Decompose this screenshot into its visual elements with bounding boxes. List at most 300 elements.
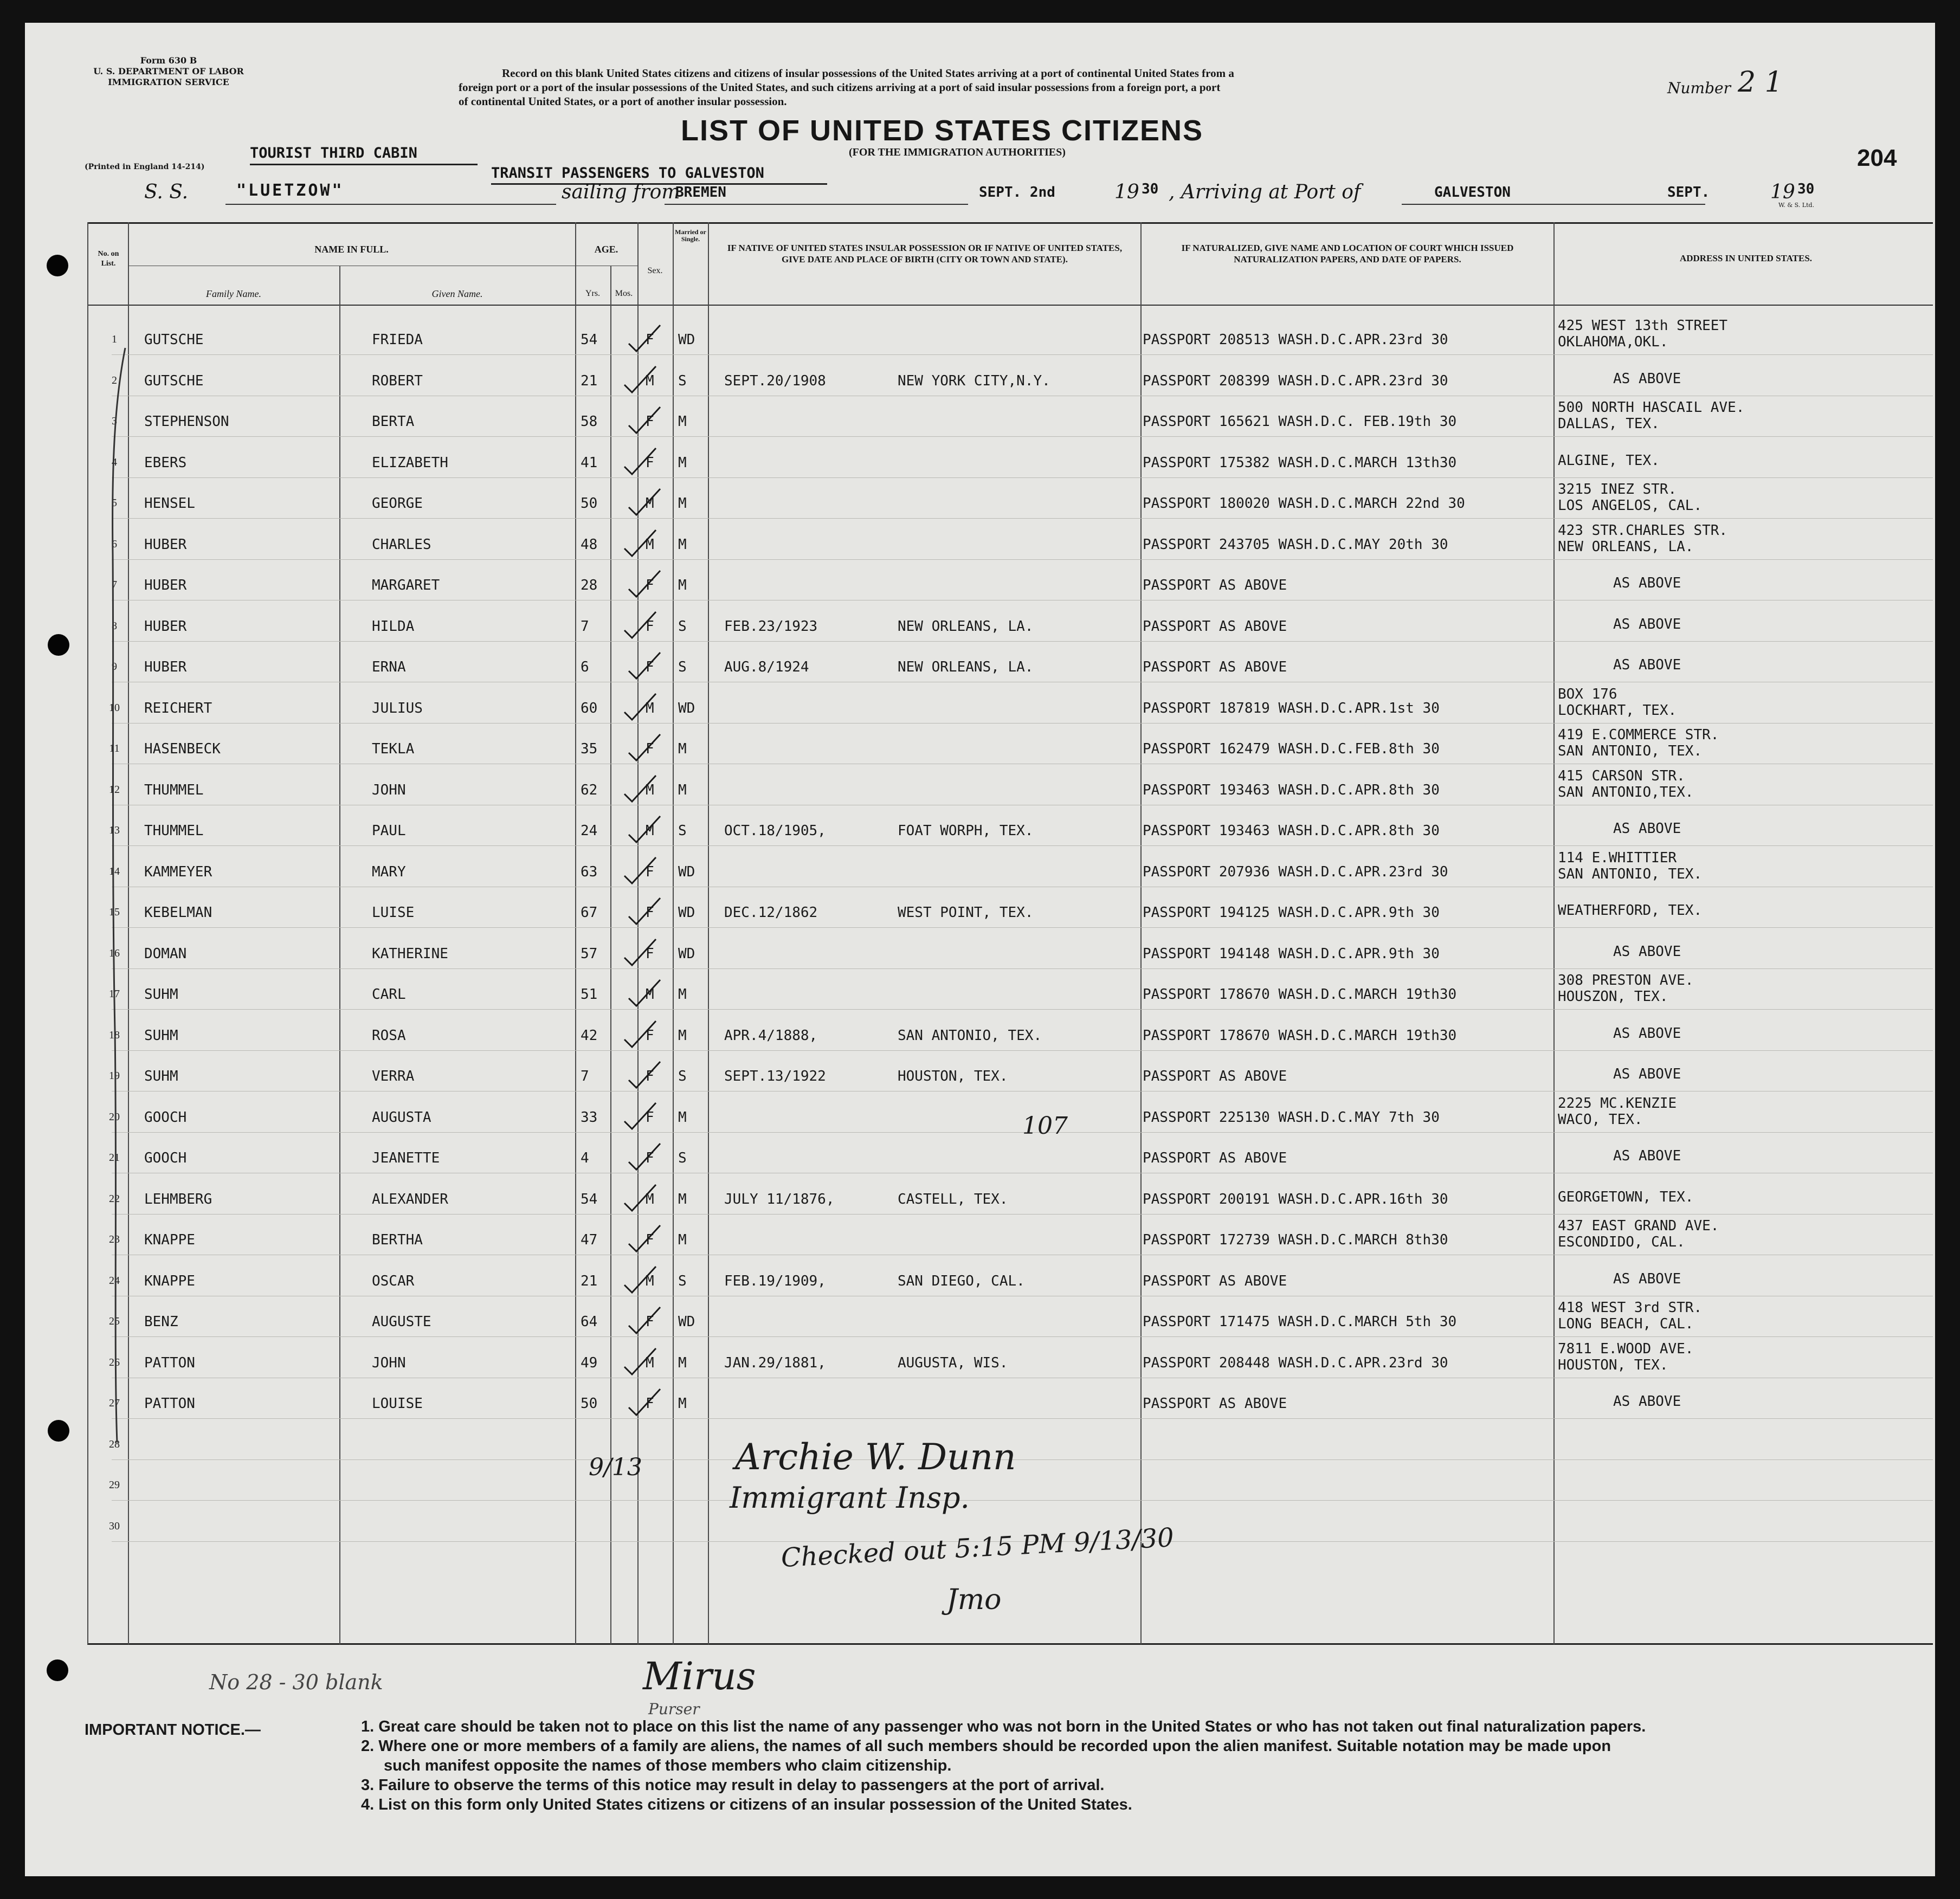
ship-name: "LUETZOW": [236, 181, 344, 200]
row-number: 29: [109, 1479, 120, 1491]
sailing-underline: [665, 204, 968, 205]
given-name: BERTA: [372, 414, 415, 430]
family-name: THUMMEL: [144, 823, 204, 839]
row-rule: [112, 845, 1933, 846]
col-line-8: [1140, 222, 1142, 1644]
address-line-2: HOUSTON, TEX.: [1558, 1357, 1668, 1373]
purser-signature: Mirus: [643, 1654, 756, 1698]
row-rule: [112, 518, 1933, 519]
check-mark-icon: [626, 569, 663, 601]
given-name: AUGUSTA: [372, 1109, 431, 1126]
col-header-given: Given Name.: [431, 288, 483, 299]
sex: M: [646, 495, 654, 512]
row-rule: [112, 436, 1933, 437]
address-line-1: 7811 E.WOOD AVE.: [1558, 1340, 1694, 1357]
age-years: 60: [581, 700, 598, 716]
naturalization-papers: PASSPORT AS ABOVE: [1143, 1150, 1287, 1166]
marital-status: M: [678, 536, 687, 553]
marital-status: S: [678, 618, 687, 635]
address-line-2: LOCKHART, TEX.: [1558, 702, 1677, 719]
col-header-mos: Mos.: [615, 289, 633, 298]
address-line-2: SAN ANTONIO, TEX.: [1558, 743, 1703, 759]
age-years: 63: [581, 863, 598, 880]
arrival-port: GALVESTON: [1434, 184, 1511, 201]
marital-status: M: [678, 1396, 687, 1412]
age-years: 54: [581, 332, 598, 348]
department-name: U. S. DEPARTMENT OF LABOR: [93, 66, 244, 76]
notice-heading: IMPORTANT NOTICE.—: [85, 1721, 261, 1739]
address-line-1: WEATHERFORD, TEX.: [1558, 902, 1703, 919]
address-line-1: AS ABOVE: [1613, 1025, 1681, 1042]
col-line-0: [87, 222, 88, 1644]
row-number: 26: [109, 1356, 120, 1368]
blank-rows-note: No 28 - 30 blank: [209, 1670, 383, 1694]
naturalization-papers: PASSPORT AS ABOVE: [1143, 577, 1287, 593]
col-header-sex: Sex.: [647, 266, 663, 275]
given-name: HILDA: [372, 618, 415, 635]
binder-hole: [48, 634, 69, 656]
table-top-border: [87, 222, 1933, 224]
sex: F: [646, 659, 654, 675]
age-years: 57: [581, 945, 598, 962]
count-mark: 107: [1022, 1112, 1068, 1140]
row-number: 20: [109, 1110, 120, 1123]
check-mark-icon: [626, 323, 663, 356]
given-name: LOUISE: [372, 1396, 423, 1412]
age-years: 50: [581, 495, 598, 512]
given-name: MARGARET: [372, 577, 440, 593]
row-number: 15: [109, 906, 120, 918]
sailing-date: SEPT. 2nd: [979, 184, 1055, 201]
row-number: 18: [109, 1029, 120, 1041]
family-name: THUMMEL: [144, 781, 204, 798]
naturalization-papers: PASSPORT AS ABOVE: [1143, 1396, 1287, 1412]
row-number: 2: [112, 374, 117, 386]
marital-status: M: [678, 414, 687, 430]
row-number: 4: [112, 456, 117, 468]
row-number: 19: [109, 1070, 120, 1082]
notice-item-4: 4. List on this form only United States citizens or citizens of an insular possession of the United States.: [361, 1796, 1132, 1813]
notice-item-2b: such manifest opposite the names of those members who claim citizenship.: [384, 1757, 952, 1774]
address-line-2: LONG BEACH, CAL.: [1558, 1316, 1694, 1332]
marital-status: WD: [678, 700, 695, 716]
sex: M: [646, 1273, 654, 1289]
age-years: 28: [581, 577, 598, 593]
row-number: 27: [109, 1397, 120, 1409]
check-mark-icon: [626, 1141, 663, 1174]
printed-note: (Printed in England 14-214): [85, 163, 205, 171]
naturalization-papers: PASSPORT 187819 WASH.D.C.APR.1st 30: [1143, 700, 1440, 716]
family-name: KNAPPE: [144, 1232, 195, 1248]
age-years: 54: [581, 1191, 598, 1207]
naturalization-papers: PASSPORT 171475 WASH.D.C.MARCH 5th 30: [1143, 1314, 1457, 1330]
address-line-1: BOX 176: [1558, 686, 1617, 702]
check-mark-icon: [621, 692, 659, 724]
sex: F: [646, 1068, 654, 1084]
given-name: TEKLA: [372, 741, 415, 757]
birth-date: FEB.23/1923: [724, 618, 818, 635]
sex: M: [646, 986, 654, 1003]
birth-date: OCT.18/1905,: [724, 823, 826, 839]
arrival-date: SEPT.: [1667, 184, 1710, 201]
birth-date: DEC.12/1862: [724, 905, 818, 921]
binder-hole: [48, 1420, 69, 1442]
naturalization-papers: PASSPORT 165621 WASH.D.C. FEB.19th 30: [1143, 414, 1457, 430]
family-name: SUHM: [144, 1027, 178, 1044]
address-line-2: HOUSZON, TEX.: [1558, 989, 1668, 1005]
col-header-birth: IF NATIVE OF UNITED STATES INSULAR POSSESSION OR IF NATIVE OF UNITED STATES, GIVE DATE AND PLACE OF BIRTH (CITY OR TOWN AND STATE).: [727, 243, 1123, 264]
ss-label: S. S.: [144, 181, 189, 203]
col-header-yrs: Yrs.: [585, 289, 601, 298]
naturalization-papers: PASSPORT 208448 WASH.D.C.APR.23rd 30: [1143, 1354, 1448, 1371]
given-name: ROSA: [372, 1027, 406, 1044]
address-line-1: AS ABOVE: [1613, 1393, 1681, 1410]
sailing-year-prefix: 19: [1114, 181, 1139, 203]
address-line-1: 419 E.COMMERCE STR.: [1558, 727, 1719, 743]
marital-status: S: [678, 659, 687, 675]
birth-date: JULY 11/1876,: [724, 1191, 835, 1207]
row-rule: [112, 559, 1933, 560]
naturalization-papers: PASSPORT 193463 WASH.D.C.APR.8th 30: [1143, 823, 1440, 839]
given-name: ERNA: [372, 659, 406, 675]
naturalization-papers: PASSPORT 208513 WASH.D.C.APR.23rd 30: [1143, 332, 1448, 348]
check-mark-icon: [621, 1183, 659, 1215]
col-line-9: [1553, 222, 1555, 1644]
row-number: 17: [109, 988, 120, 1000]
family-name: KAMMEYER: [144, 863, 212, 880]
family-name: KNAPPE: [144, 1273, 195, 1289]
birth-date: JAN.29/1881,: [724, 1354, 826, 1371]
check-mark-icon: [626, 896, 663, 928]
marital-status: M: [678, 1027, 687, 1044]
intro-text: [459, 66, 1234, 108]
address-line-1: 114 E.WHITTIER: [1558, 849, 1677, 866]
row-number: 30: [109, 1520, 120, 1532]
check-mark-icon: [626, 978, 663, 1010]
check-mark-icon: [621, 937, 659, 970]
intro-line-2: foreign port or a port of the insular possessions of the United States, and such citizens arriving at a port of said insular possessions from a foreign port, a port: [459, 81, 1221, 94]
sailing-year: 30: [1142, 181, 1159, 197]
marital-status: WD: [678, 1314, 695, 1330]
marital-status: S: [678, 823, 687, 839]
age-years: 51: [581, 986, 598, 1003]
given-name: GEORGE: [372, 495, 423, 512]
birth-place: NEW ORLEANS, LA.: [898, 659, 1034, 675]
marital-status: M: [678, 495, 687, 512]
address-line-1: 423 STR.CHARLES STR.: [1558, 522, 1728, 539]
address-line-2: NEW ORLEANS, LA.: [1558, 538, 1694, 555]
printer-mark: W. & S. Ltd.: [1778, 202, 1815, 209]
row-rule: [112, 1500, 1933, 1501]
birth-date: SEPT.20/1908: [724, 372, 826, 389]
address-line-1: AS ABOVE: [1613, 616, 1681, 632]
transit-note: TRANSIT PASSENGERS TO GALVESTON: [491, 165, 764, 182]
address-line-2: SAN ANTONIO, TEX.: [1558, 865, 1703, 882]
address-line-1: AS ABOVE: [1613, 1270, 1681, 1287]
check-mark-icon: [626, 732, 663, 765]
family-name: GOOCH: [144, 1150, 187, 1166]
given-name: JOHN: [372, 1354, 406, 1371]
family-name: HENSEL: [144, 495, 195, 512]
form-id-block: [87, 55, 250, 88]
sex: F: [646, 1314, 654, 1330]
marital-status: WD: [678, 945, 695, 962]
row-rule: [112, 641, 1933, 642]
manifest-page: [25, 23, 1935, 1876]
naturalization-papers: PASSPORT 225130 WASH.D.C.MAY 7th 30: [1143, 1109, 1440, 1126]
row-number: 10: [109, 701, 120, 714]
age-years: 33: [581, 1109, 598, 1126]
given-name: ROBERT: [372, 372, 423, 389]
sex: M: [646, 372, 654, 389]
marital-status: M: [678, 1232, 687, 1248]
purser-label: Purser: [648, 1700, 700, 1718]
checker-initials: Jmo: [946, 1584, 1002, 1616]
age-years: 58: [581, 414, 598, 430]
address-line-1: GEORGETOWN, TEX.: [1558, 1189, 1694, 1205]
sex: F: [646, 1150, 654, 1166]
naturalization-papers: PASSPORT 178670 WASH.D.C.MARCH 19th30: [1143, 986, 1457, 1003]
sex: M: [646, 823, 654, 839]
col-line-3: [575, 222, 576, 1644]
address-line-1: 437 EAST GRAND AVE.: [1558, 1218, 1719, 1234]
address-line-1: AS ABOVE: [1613, 657, 1681, 673]
sex: F: [646, 945, 654, 962]
marital-status: M: [678, 1109, 687, 1126]
row-number: 5: [112, 497, 117, 509]
naturalization-papers: PASSPORT 162479 WASH.D.C.FEB.8th 30: [1143, 741, 1440, 757]
marital-status: M: [678, 577, 687, 593]
marital-status: M: [678, 741, 687, 757]
naturalization-papers: PASSPORT 178670 WASH.D.C.MARCH 19th30: [1143, 1027, 1457, 1044]
sex: F: [646, 414, 654, 430]
table-header-border: [87, 305, 1933, 306]
address-line-1: 308 PRESTON AVE.: [1558, 972, 1694, 989]
row-number: 22: [109, 1192, 120, 1205]
naturalization-papers: PASSPORT 175382 WASH.D.C.MARCH 13th30: [1143, 454, 1457, 471]
age-years: 4: [581, 1150, 589, 1166]
check-mark-icon: [621, 773, 659, 806]
marital-status: S: [678, 1150, 687, 1166]
row-number: 8: [112, 619, 117, 632]
col-line-4: [610, 266, 611, 1644]
inspector-title: Immigrant Insp.: [730, 1481, 970, 1515]
given-name: ALEXANDER: [372, 1191, 448, 1207]
date-mark: 9/13: [589, 1454, 642, 1481]
age-years: 47: [581, 1232, 598, 1248]
arrival-underline: [1402, 204, 1705, 205]
family-name: HUBER: [144, 659, 187, 675]
page-stamp: 204: [1857, 145, 1897, 171]
check-mark-icon: [626, 1387, 663, 1419]
naturalization-papers: PASSPORT AS ABOVE: [1143, 659, 1287, 675]
sex: F: [646, 454, 654, 471]
sex: F: [646, 1027, 654, 1044]
family-name: HASENBECK: [144, 741, 221, 757]
address-line-1: 500 NORTH HASCAIL AVE.: [1558, 399, 1745, 416]
service-name: IMMIGRATION SERVICE: [108, 77, 229, 87]
col-line-6: [673, 222, 674, 1644]
marital-status: WD: [678, 332, 695, 348]
col-line-7: [708, 222, 709, 1644]
intro-line-3: of continental United States, or a port of another insular possession.: [459, 95, 787, 108]
marital-status: S: [678, 1068, 687, 1084]
given-name: JULIUS: [372, 700, 423, 716]
age-years: 21: [581, 372, 598, 389]
address-line-1: 418 WEST 3rd STR.: [1558, 1300, 1703, 1316]
address-line-1: AS ABOVE: [1613, 370, 1681, 387]
marital-status: S: [678, 1273, 687, 1289]
address-line-1: AS ABOVE: [1613, 575, 1681, 591]
family-name: PATTON: [144, 1354, 195, 1371]
birth-place: SAN ANTONIO, TEX.: [898, 1027, 1042, 1044]
check-mark-icon: [621, 446, 659, 479]
birth-date: APR.4/1888,: [724, 1027, 818, 1044]
naturalization-papers: PASSPORT 200191 WASH.D.C.APR.16th 30: [1143, 1191, 1448, 1207]
col-header-married: Married or Single.: [675, 228, 706, 243]
marital-status: M: [678, 781, 687, 798]
given-name: JOHN: [372, 781, 406, 798]
page-title: LIST OF UNITED STATES CITIZENS: [681, 114, 1203, 147]
binder-hole: [47, 255, 68, 276]
birth-place: FOAT WORPH, TEX.: [898, 823, 1034, 839]
col-header-family: Family Name.: [206, 288, 261, 299]
col-header-address: ADDRESS IN UNITED STATES.: [1679, 253, 1813, 263]
given-name: FRIEDA: [372, 332, 423, 348]
sex: F: [646, 863, 654, 880]
family-name: DOMAN: [144, 945, 187, 962]
birth-date: AUG.8/1924: [724, 659, 809, 675]
naturalization-papers: PASSPORT 208399 WASH.D.C.APR.23rd 30: [1143, 372, 1448, 389]
naturalization-papers: PASSPORT AS ABOVE: [1143, 1273, 1287, 1289]
sex: F: [646, 1232, 654, 1248]
age-years: 67: [581, 905, 598, 921]
check-mark-icon: [621, 1019, 659, 1051]
family-name: EBERS: [144, 454, 187, 471]
family-name: HUBER: [144, 577, 187, 593]
check-mark-icon: [621, 528, 659, 560]
sex: F: [646, 1109, 654, 1126]
intro-line-1: Record on this blank United States citizens and citizens of insular possessions of the United States arriving at a port of continental United States from a: [502, 67, 1234, 80]
address-line-1: ALGINE, TEX.: [1558, 452, 1660, 469]
check-mark-icon: [621, 610, 659, 642]
arriving-label: , Arriving at Port of: [1169, 181, 1361, 203]
arrival-year-prefix: 19: [1770, 181, 1795, 203]
check-mark-icon: [621, 1264, 659, 1297]
marital-status: M: [678, 1354, 687, 1371]
birth-place: NEW YORK CITY,N.Y.: [898, 372, 1050, 389]
page-subtitle: (FOR THE IMMIGRATION AUTHORITIES): [849, 146, 1066, 158]
birth-place: CASTELL, TEX.: [898, 1191, 1008, 1207]
row-rule: [112, 1050, 1933, 1051]
address-line-1: AS ABOVE: [1613, 821, 1681, 837]
table-bottom-border: [87, 1643, 1933, 1645]
family-name: SUHM: [144, 1068, 178, 1084]
age-years: 7: [581, 1068, 589, 1084]
age-years: 62: [581, 781, 598, 798]
family-name: LEHMBERG: [144, 1191, 212, 1207]
check-mark-icon: [626, 487, 663, 519]
family-name: KEBELMAN: [144, 905, 212, 921]
row-number: 25: [109, 1315, 120, 1327]
sex: F: [646, 1396, 654, 1412]
age-years: 41: [581, 454, 598, 471]
ship-underline: [225, 204, 556, 205]
naturalization-papers: PASSPORT 193463 WASH.D.C.APR.8th 30: [1143, 781, 1440, 798]
marital-status: M: [678, 454, 687, 471]
sex: F: [646, 905, 654, 921]
row-number: 24: [109, 1274, 120, 1287]
arrival-year: 30: [1797, 181, 1815, 197]
address-line-1: AS ABOVE: [1613, 943, 1681, 960]
number-label: Number: [1667, 79, 1731, 97]
col-line-2: [339, 266, 340, 1644]
row-number: 6: [112, 538, 117, 550]
age-years: 24: [581, 823, 598, 839]
check-mark-icon: [621, 364, 659, 397]
address-line-2: ESCONDIDO, CAL.: [1558, 1234, 1685, 1250]
naturalization-papers: PASSPORT 207936 WASH.D.C.APR.23rd 30: [1143, 863, 1448, 880]
marital-status: M: [678, 986, 687, 1003]
notice-item-1: 1. Great care should be taken not to place on this list the name of any passenger who was not born in the United States or who has not taken out final naturalization papers.: [361, 1718, 1646, 1735]
row-rule: [112, 927, 1933, 928]
sex: F: [646, 741, 654, 757]
cabin-underline: [250, 164, 478, 165]
col-header-name: NAME IN FULL.: [314, 244, 389, 255]
address-line-1: 415 CARSON STR.: [1558, 767, 1685, 784]
given-name: AUGUSTE: [372, 1314, 431, 1330]
sex: M: [646, 1354, 654, 1371]
family-name: SUHM: [144, 986, 178, 1003]
birth-place: NEW ORLEANS, LA.: [898, 618, 1034, 635]
age-years: 35: [581, 741, 598, 757]
sex: F: [646, 618, 654, 635]
given-name: CARL: [372, 986, 406, 1003]
birth-date: SEPT.13/1922: [724, 1068, 826, 1084]
row-number: 16: [109, 947, 120, 959]
address-line-1: 2225 MC.KENZIE: [1558, 1095, 1677, 1112]
given-name: CHARLES: [372, 536, 431, 553]
row-rule: [112, 968, 1933, 969]
age-years: 7: [581, 618, 589, 635]
family-name: REICHERT: [144, 700, 212, 716]
check-mark-icon: [626, 1060, 663, 1092]
age-years: 49: [581, 1354, 598, 1371]
inspector-signature: Archie W. Dunn: [735, 1436, 1016, 1478]
family-name: HUBER: [144, 618, 187, 635]
row-number: 3: [112, 415, 117, 427]
binder-hole: [47, 1659, 68, 1681]
family-name: GUTSCHE: [144, 372, 204, 389]
given-name: MARY: [372, 863, 406, 880]
marital-status: WD: [678, 905, 695, 921]
naturalization-papers: PASSPORT AS ABOVE: [1143, 618, 1287, 635]
address-line-1: AS ABOVE: [1613, 1066, 1681, 1082]
age-years: 64: [581, 1314, 598, 1330]
naturalization-papers: PASSPORT AS ABOVE: [1143, 1068, 1287, 1084]
family-name: STEPHENSON: [144, 414, 229, 430]
birth-place: WEST POINT, TEX.: [898, 905, 1034, 921]
given-name: PAUL: [372, 823, 406, 839]
sex: M: [646, 700, 654, 716]
row-number: 9: [112, 661, 117, 673]
birth-date: FEB.19/1909,: [724, 1273, 826, 1289]
address-line-2: OKLAHOMA,OKL.: [1558, 334, 1668, 350]
age-years: 50: [581, 1396, 598, 1412]
birth-place: SAN DIEGO, CAL.: [898, 1273, 1025, 1289]
checked-out-note: Checked out 5:15 PM 9/13/30: [780, 1522, 1175, 1573]
family-name: BENZ: [144, 1314, 178, 1330]
